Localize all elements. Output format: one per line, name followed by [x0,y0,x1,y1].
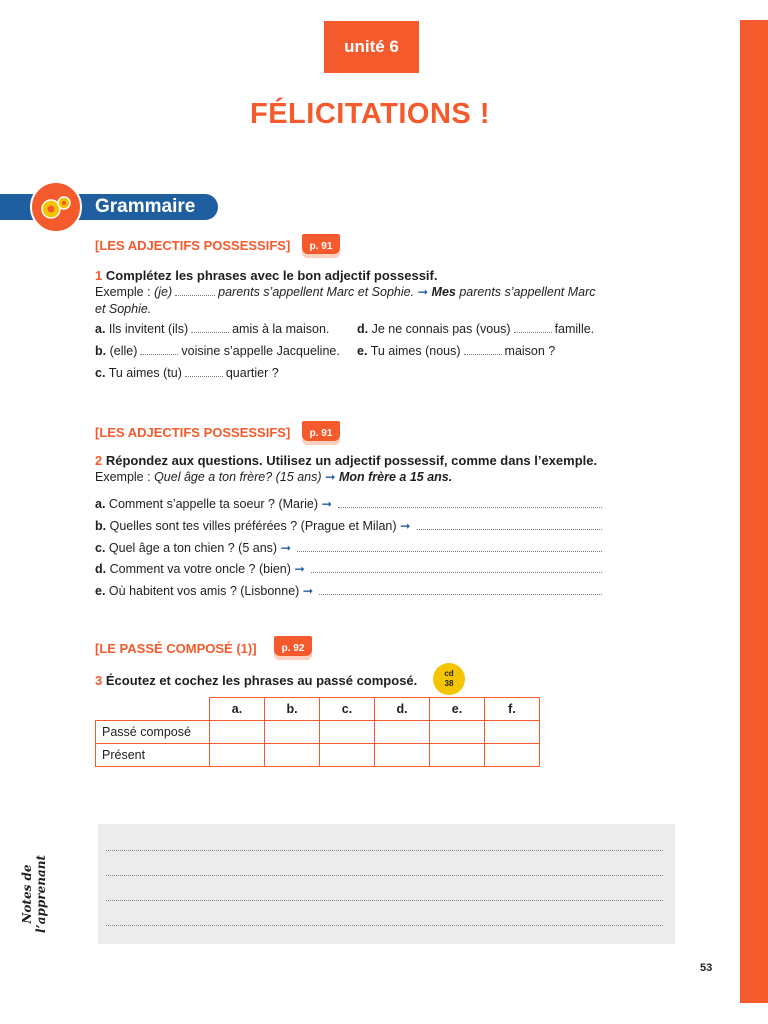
ex1-example [95,284,605,318]
arrow-icon: ➞ [302,584,314,598]
ex2-item-a [95,496,602,511]
ex2-item-c [95,540,602,555]
item-text: Quelles sont tes villes préférées ? (Prague et Milan) [109,519,397,533]
grid-row-passe-compose [96,721,540,744]
grid-row-label: Présent [96,744,210,767]
ex3-heading: [LE PASSÉ COMPOSÉ (1)] [95,641,257,656]
tick-cell[interactable] [430,744,485,767]
unit-label: unité 6 [324,21,419,73]
answer-blank[interactable] [140,354,178,355]
item-text: Comment va votre oncle ? (bien) [109,562,291,576]
answer-blank[interactable] [185,376,223,377]
ex1-item-b [95,344,340,358]
notes-line [106,925,663,926]
item-text-before: Ils invitent (ils) [108,322,189,336]
ex1-item-d [357,322,594,336]
ex2-example-answer: Mon frère a 15 ans. [338,470,453,484]
notes-label: Notes de l’apprenant [20,854,48,934]
ex2-number: 2 [95,453,103,468]
item-letter: a. [95,497,106,511]
ex1-example-answer-rest: parents s’appellent Marc et Sophie. [95,285,596,316]
ex1-instruction [95,268,438,283]
item-text-after: famille. [554,322,595,336]
item-text-before: Tu aimes (nous) [370,344,461,358]
tick-cell[interactable] [430,721,485,744]
ex1-example-tail: parents s’appellent Marc et Sophie. [218,285,415,299]
tick-cell[interactable] [210,721,265,744]
item-letter: c. [95,541,106,555]
item-text: Quel âge a ton chien ? (5 ans) [108,541,278,555]
notes-area[interactable] [98,824,675,944]
grid-col-header: a. [210,698,265,721]
item-text-after: amis à la maison. [232,322,330,336]
ex2-instruction-text: Répondez aux questions. Utilisez un adjectif possessif, comme dans l’exemple. [105,453,598,468]
tick-cell[interactable] [210,744,265,767]
grammar-title: Grammaire [95,196,196,217]
tick-cell[interactable] [265,721,320,744]
answer-line[interactable] [297,550,602,552]
item-text-before: Tu aimes (tu) [108,366,182,380]
ex2-item-d [95,561,602,576]
grid-col-header: f. [485,698,540,721]
ex1-example-prefix: Exemple : [95,285,155,299]
ex1-instruction-text: Complétez les phrases avec le bon adjectif possessif. [105,268,438,283]
item-letter: a. [95,322,106,336]
arrow-icon: ➞ [294,562,305,576]
answer-line[interactable] [311,571,602,573]
gears-icon [30,181,82,233]
arrow-icon: ➞ [417,285,429,299]
item-text-after: quartier ? [225,366,279,380]
answer-blank[interactable] [514,332,552,333]
notes-line [106,875,663,876]
tick-cell[interactable] [265,744,320,767]
item-text-before: Je ne connais pas (vous) [371,322,511,336]
arrow-icon: ➞ [325,470,336,484]
ex3-instruction-text: Écoutez et cochez les phrases au passé composé. [105,673,418,688]
ex1-number: 1 [95,268,103,283]
ex1-item-e [357,344,555,358]
side-color-bar [740,20,768,1003]
ex1-example-answer-bold: Mes [431,285,456,299]
ex2-page-ref: p. 91 [302,421,340,445]
answer-blank [175,295,215,296]
ex3-number: 3 [95,673,103,688]
item-letter: e. [95,584,106,598]
grid-row-label: Passé composé [96,721,210,744]
arrow-icon: ➞ [400,519,411,533]
item-letter: b. [95,519,107,533]
item-letter: b. [95,344,107,358]
tick-cell[interactable] [320,721,375,744]
item-letter: d. [357,322,369,336]
grid-col-header: d. [375,698,430,721]
answer-blank[interactable] [191,332,229,333]
ex1-item-a [95,322,329,336]
item-letter: e. [357,344,368,358]
ex2-example-prefix: Exemple : [95,470,155,484]
item-text: Comment s’appelle ta soeur ? (Marie) [108,497,319,511]
cd-label: cd [444,669,454,678]
arrow-icon: ➞ [280,541,292,555]
grid-col-header: c. [320,698,375,721]
grid-col-header: b. [265,698,320,721]
item-text-after: voisine s’appelle Jacqueline. [181,344,340,358]
notes-line [106,900,663,901]
ex2-heading: [LES ADJECTIFS POSSESSIFS] [95,425,291,440]
item-text-after: maison ? [504,344,556,358]
tick-grid [95,697,540,767]
answer-blank[interactable] [464,354,502,355]
ex2-item-b [95,518,602,533]
tick-cell[interactable] [485,744,540,767]
tick-cell[interactable] [375,744,430,767]
tick-cell[interactable] [485,721,540,744]
ex2-example-question: Quel âge a ton frère? (15 ans) [154,470,322,484]
arrow-icon: ➞ [321,497,333,511]
ex2-instruction [95,453,597,468]
ex1-example-hint: (je) [154,285,173,299]
tick-cell[interactable] [375,721,430,744]
page-number: 53 [700,962,713,974]
cd-track-number: 38 [444,679,454,688]
cd-track-badge [433,663,465,695]
notes-line [106,850,663,851]
item-text: Où habitent vos amis ? (Lisbonne) [108,584,300,598]
page-title: FÉLICITATIONS ! [249,98,490,130]
item-letter: c. [95,366,106,380]
ex1-item-c [95,366,279,380]
answer-line[interactable] [338,506,602,508]
ex1-heading: [LES ADJECTIFS POSSESSIFS] [95,238,291,253]
ex2-item-e [95,583,602,598]
grid-row-present [96,744,540,767]
ex3-page-ref: p. 92 [274,636,312,660]
item-text-before: (elle) [109,344,138,358]
answer-line[interactable] [319,593,602,595]
ex2-example [95,469,605,486]
ex3-instruction [95,673,417,688]
grid-corner [96,698,210,721]
item-letter: d. [95,562,107,576]
grid-col-header: e. [430,698,485,721]
tick-cell[interactable] [320,744,375,767]
answer-line[interactable] [417,528,602,530]
ex1-page-ref: p. 91 [302,234,340,258]
